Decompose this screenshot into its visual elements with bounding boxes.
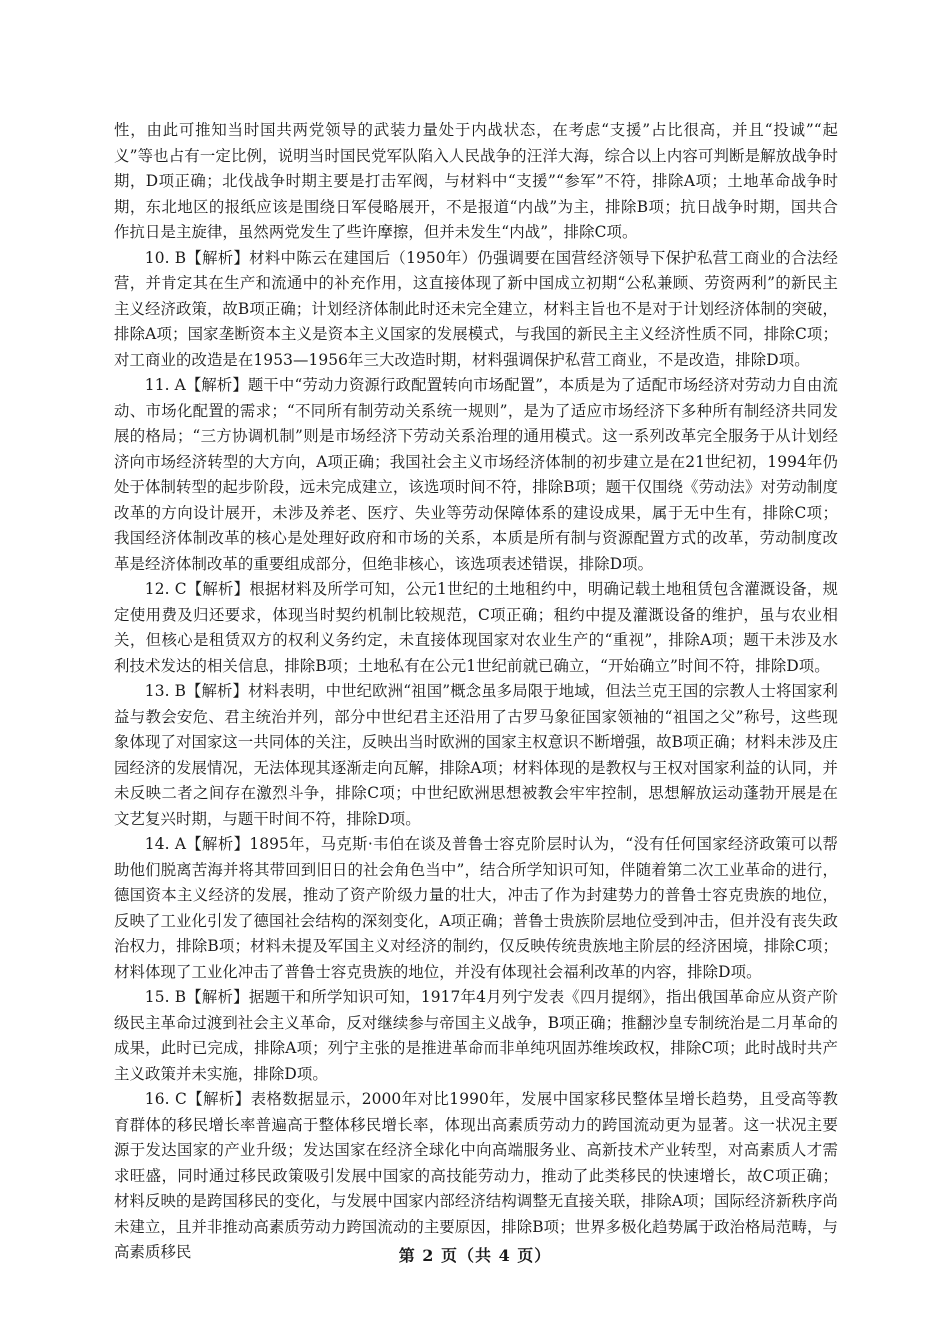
paragraph-9-continued: 性，由此可推知当时国共两党领导的武装力量处于内战状态，在考虑“支援”占比很高，并且“投诚”“起义”等也占有一定比例，说明当时国民党军队陷入人民战争的汪洋大海，综合以上内容可判断是解放战争时期，D项正确；北伐战争时期主要是打击军阀，与材料中“支援”“参军”不符，排除A项；土地革命战争时期，东北地区的报纸应该是围绕日军侵略展开，不是报道“内战”为主，排除B项；抗日战争时期，国共合作抗日是主旋律，虽然两党发生了些许摩擦，但并未发生“内战”，排除C项。 xyxy=(114,121,838,241)
answer-explanations xyxy=(114,118,838,1266)
page-number-footer: 第 2 页（共 4 页） xyxy=(398,1246,552,1265)
paragraph-16: 16. C【解析】表格数据显示，2000年对比1990年，发展中国家移民整体呈增长趋势，且受高等教育群体的移民增长率普遍高于整体移民增长率，体现出高素质劳动力的跨国流动更为显著。这一状况主要源于发达国家的产业升级；发达国家在经济全球化中向高端服务业、高新技术产业转型，对高素质人才需求旺盛，同时通过移民政策吸引发展中国家的高技能劳动力，推动了此类移民的快速增长，故C项正确；材料反映的是跨国移民的变化，与发展中国家内部经济结构调整无直接关联，排除A项；国际经济新秩序尚未建立，且并非推动高素质劳动力跨国流动的主要原因，排除B项；世界多极化趋势属于政治格局范畴，与高素质移民 xyxy=(114,1090,838,1261)
paragraph-12: 12. C【解析】根据材料及所学可知，公元1世纪的土地租约中，明确记载土地租赁包含灌溉设备，规定使用费及归还要求，体现当时契约机制比较规范，C项正确；租约中提及灌溉设备的维护，虽与农业相关，但核心是租赁双方的权利义务约定，未直接体现国家对农业生产的“重视”，排除A项；题干未涉及水利技术发达的相关信息，排除B项；土地私有在公元1世纪前就已确立，“开始确立”时间不符，排除D项。 xyxy=(114,580,838,675)
paragraph-11: 11. A【解析】题干中“劳动力资源行政配置转向市场配置”，本质是为了适配市场经济对劳动力自由流动、市场化配置的需求；“不同所有制劳动关系统一规则”，是为了适应市场经济下多种所有制经济共同发展的格局；“三方协调机制”则是市场经济下劳动关系治理的通用模式。这一系列改革完全服务于从计划经济向市场经济转型的大方向，A项正确；我国社会主义市场经济体制的初步建立是在21世纪初，1994年仍处于体制转型的起步阶段，远未完成建立，该选项时间不符，排除B项；题干仅围绕《劳动法》对劳动制度改革的方向设计展开，未涉及养老、医疗、失业等劳动保障体系的建设成果，属于无中生有，排除C项；我国经济体制改革的核心是处理好政府和市场的关系，本质是所有制与资源配置方式的改革，劳动制度改革是经济体制改革的重要组成部分，但绝非核心，该选项表述错误，排除D项。 xyxy=(114,376,838,573)
paragraph-15: 15. B【解析】据题干和所学知识可知，1917年4月列宁发表《四月提纲》，指出俄国革命应从资产阶级民主革命过渡到社会主义革命，反对继续参与帝国主义战争，B项正确；推翻沙皇专制统治是二月革命的成果，此时已完成，排除A项；列宁主张的是推进革命而非单纯巩固苏维埃政权，排除C项；此时战时共产主义政策并未实施，排除D项。 xyxy=(114,988,838,1083)
paragraph-10: 10. B【解析】材料中陈云在建国后（1950年）仍强调要在国营经济领导下保护私营工商业的合法经营，并肯定其在生产和流通中的补充作用，这直接体现了新中国成立初期“公私兼顾、劳资两利”的新民主主义经济政策，故B项正确；计划经济体制此时还未完全建立，材料主旨也不是对于计划经济体制的突破，排除A项；国家垄断资本主义是资本主义国家的发展模式，与我国的新民主主义经济性质不同，排除C项；对工商业的改造是在1953—1956年三大改造时期，材料强调保护私营工商业，不是改造，排除D项。 xyxy=(114,248,838,369)
paragraph-14: 14. A【解析】1895年，马克斯·韦伯在谈及普鲁士容克阶层时认为，“没有任何国家经济政策可以帮助他们脱离苦海并将其带回到旧日的社会角色当中”，结合所学知识可知，伴随着第二次工业革命的进行，德国资本主义经济的发展，推动了资产阶级力量的壮大，冲击了作为封建势力的普鲁士容克贵族的地位，反映了工业化引发了德国社会结构的深刻变化，A项正确；普鲁士贵族阶层地位受到冲击，但并没有丧失政治权力，排除B项；材料未提及军国主义对经济的制约，仅反映传统贵族地主阶层的经济困境，排除C项；材料体现了工业化冲击了普鲁士容克贵族的地位，并没有体现社会福利改革的内容，排除D项。 xyxy=(114,835,838,981)
paragraph-13: 13. B【解析】材料表明，中世纪欧洲“祖国”概念虽多局限于地域，但法兰克王国的宗教人士将国家利益与教会安危、君主统治并列，部分中世纪君主还沿用了古罗马象征国家领袖的“祖国之父”称号，这些现象体现了对国家这一共同体的关注，反映出当时欧洲的国家主权意识不断增强，故B项正确；材料未涉及庄园经济的发展情况，无法体现其逐渐走向瓦解，排除A项；材料体现的是教权与王权对国家利益的认同，并未反映二者之间存在激烈斗争，排除C项；中世纪欧洲思想被教会牢牢控制，思想解放运动蓬勃开展是在文艺复兴时期，与题干时间不符，排除D项。 xyxy=(114,682,838,828)
